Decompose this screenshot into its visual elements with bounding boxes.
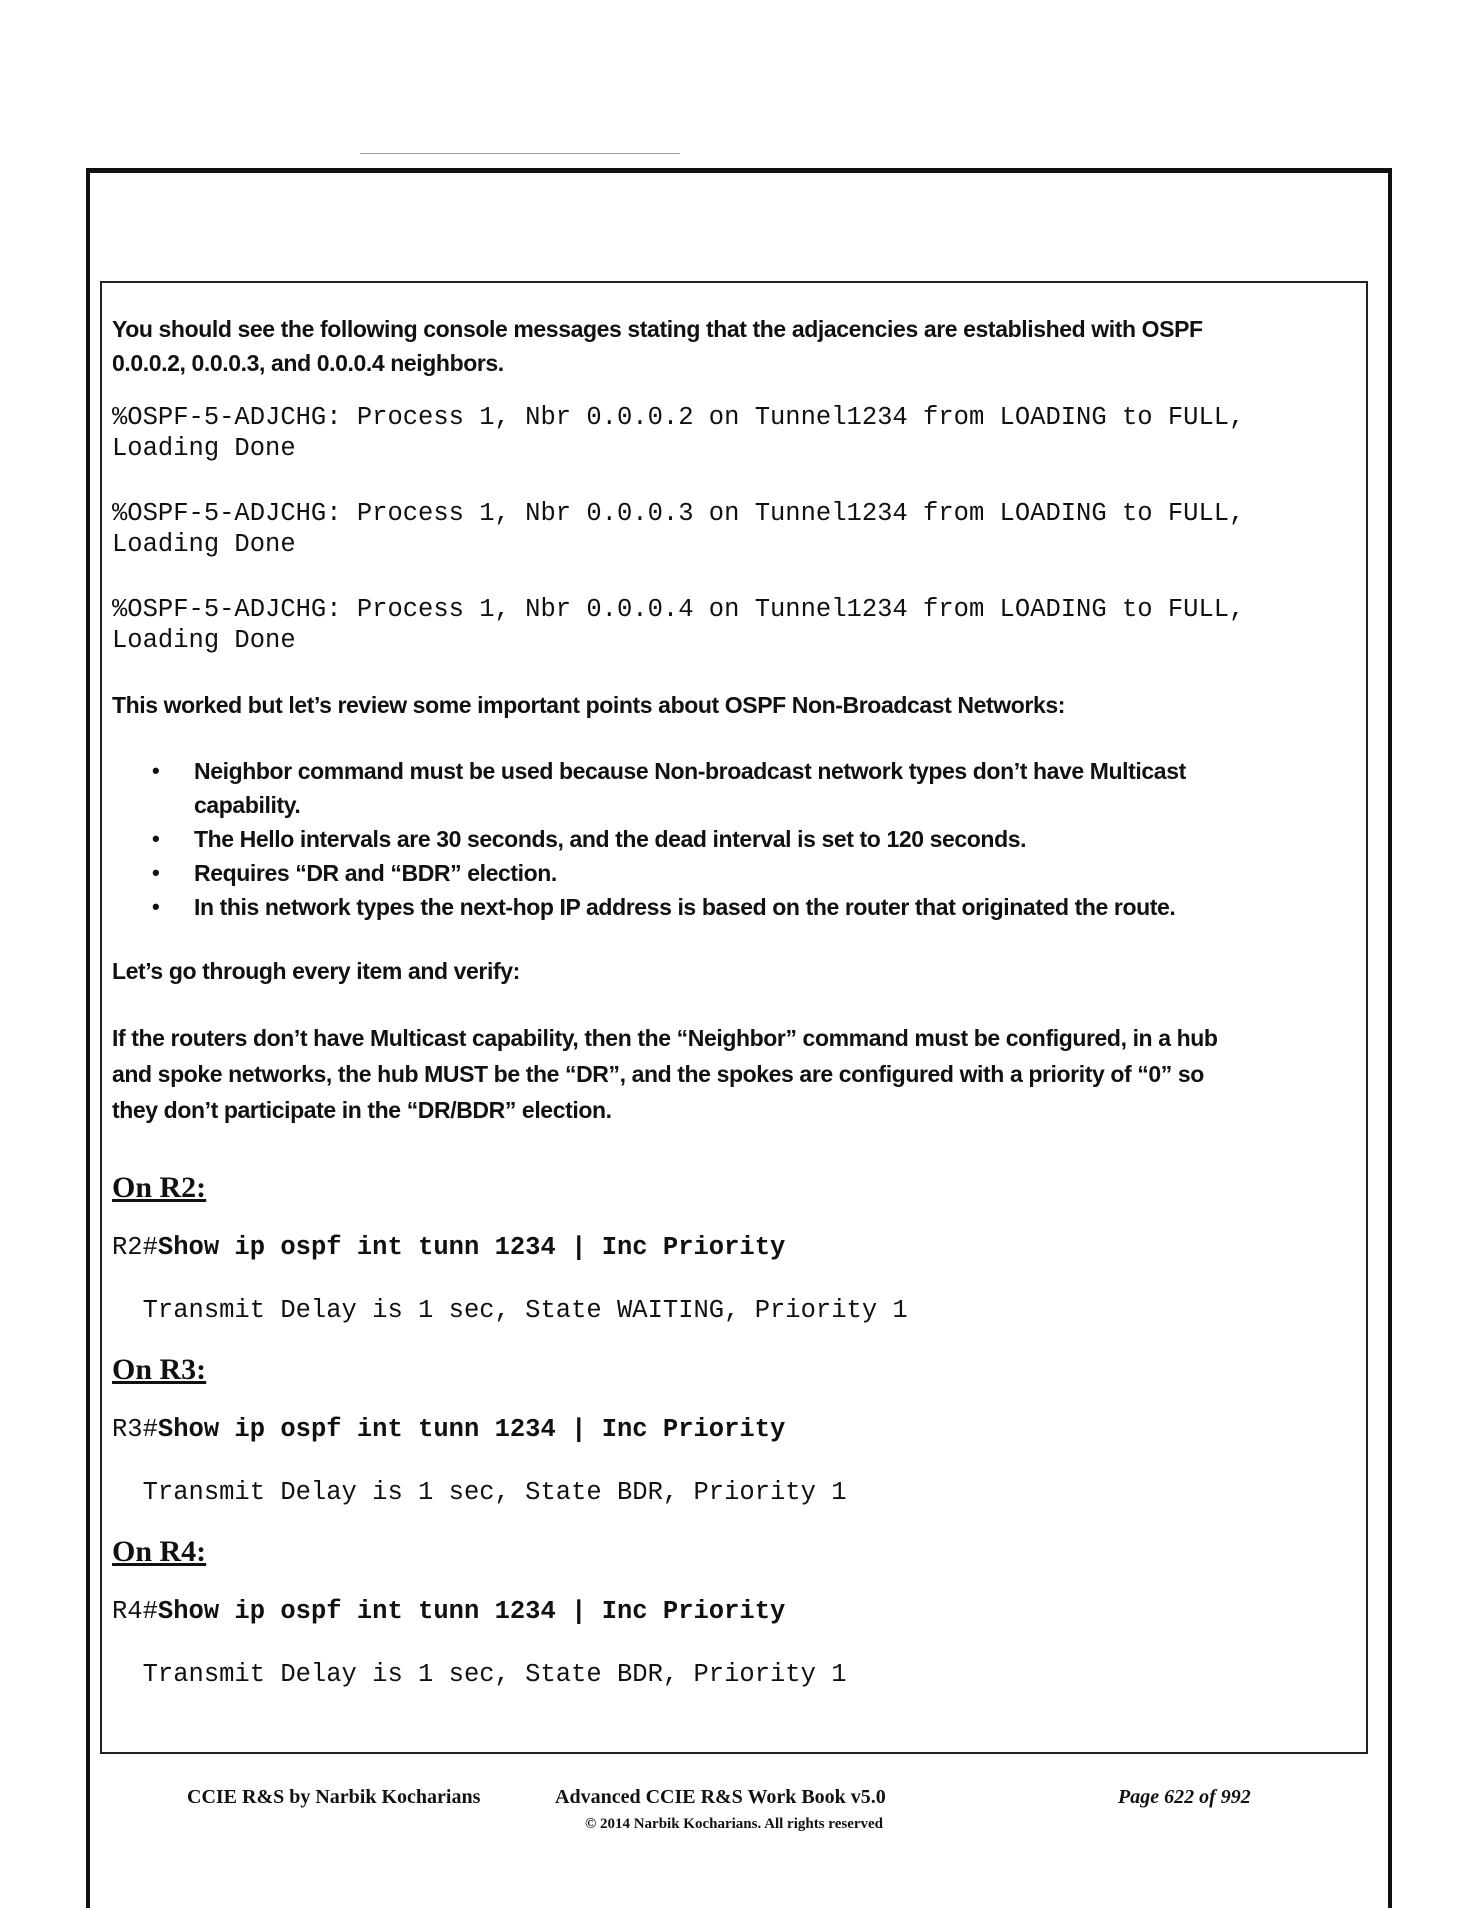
command-output-r4: Transmit Delay is 1 sec, State BDR, Priority 1 bbox=[112, 1660, 847, 1689]
footer-page-number: Page 622 of 992 bbox=[1118, 1786, 1251, 1808]
page-content bbox=[112, 312, 1352, 1690]
console-log-2: %OSPF-5-ADJCHG: Process 1, Nbr 0.0.0.3 on Tunnel1234 from LOADING to FULL, Loading Done bbox=[112, 499, 1245, 559]
bullet-item: • Neighbor command must be used because Non-broadcast network types don’t have Multicast capability. bbox=[194, 754, 1352, 822]
bullet-item: • In this network types the next-hop IP address is based on the router that originated the route. bbox=[194, 890, 1352, 924]
footer-author: CCIE R&S by Narbik Kocharians bbox=[187, 1786, 481, 1808]
bullet-item: • Requires “DR and “BDR” election. bbox=[194, 856, 1352, 890]
key-points-list bbox=[112, 754, 1352, 924]
footer-book-title: Advanced CCIE R&S Work Book v5.0 bbox=[555, 1786, 886, 1808]
intro-line-1: You should see the following console messages stating that the adjacencies are established with OSPF bbox=[112, 316, 1203, 342]
verify-intro: Let’s go through every item and verify: bbox=[112, 958, 520, 984]
scan-artifact bbox=[360, 153, 680, 154]
router-heading-r2: On R2: bbox=[112, 1171, 207, 1204]
console-log-1: %OSPF-5-ADJCHG: Process 1, Nbr 0.0.0.2 on Tunnel1234 from LOADING to FULL, Loading Done bbox=[112, 403, 1245, 463]
explanation-paragraph: If the routers don’t have Multicast capability, then the “Neighbor” command must be configured, in a hub and spoke networks, the hub MUST be the “DR”, and the spokes are configured with a priority of “0” so they don’t participate in the “DR/BDR” election. bbox=[112, 1025, 1218, 1123]
console-log-3: %OSPF-5-ADJCHG: Process 1, Nbr 0.0.0.4 on Tunnel1234 from LOADING to FULL, Loading Done bbox=[112, 595, 1245, 655]
command-line-r2: R2#Show ip ospf int tunn 1234 | Inc Priority bbox=[112, 1233, 786, 1262]
router-heading-r4: On R4: bbox=[112, 1535, 207, 1568]
router-heading-r3: On R3: bbox=[112, 1353, 207, 1386]
footer-copyright: © 2014 Narbik Kocharians. All rights reserved bbox=[585, 1816, 884, 1832]
command-output-r2: Transmit Delay is 1 sec, State WAITING, Priority 1 bbox=[112, 1296, 908, 1325]
command-line-r3: R3#Show ip ospf int tunn 1234 | Inc Priority bbox=[112, 1415, 786, 1444]
bullet-item: • The Hello intervals are 30 seconds, and the dead interval is set to 120 seconds. bbox=[194, 822, 1352, 856]
command-output-r3: Transmit Delay is 1 sec, State BDR, Priority 1 bbox=[112, 1478, 847, 1507]
intro-line-2: 0.0.0.2, 0.0.0.3, and 0.0.0.4 neighbors. bbox=[112, 350, 504, 376]
command-line-r4: R4#Show ip ospf int tunn 1234 | Inc Priority bbox=[112, 1597, 786, 1626]
intro-paragraph bbox=[112, 312, 1352, 380]
review-intro: This worked but let’s review some important points about OSPF Non-Broadcast Networks: bbox=[112, 692, 1066, 718]
